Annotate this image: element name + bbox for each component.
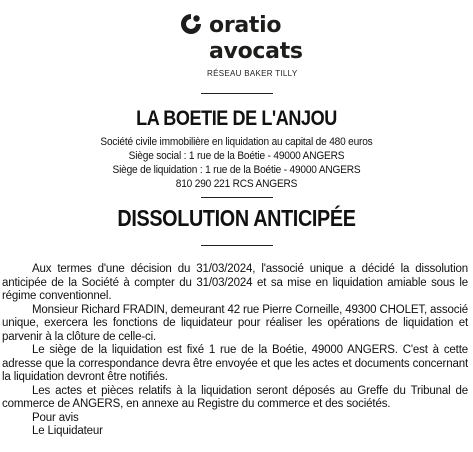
company-detail-liquidation-office: Siège de liquidation : 1 rue de la Boétie - 49000 ANGERS <box>112 164 361 176</box>
logo-text-oratio: oratio <box>209 13 282 38</box>
notice-title: DISSOLUTION ANTICIPÉE <box>117 205 356 231</box>
oratio-logo-mark-icon <box>179 12 203 36</box>
divider-middle <box>201 197 273 198</box>
company-details <box>0 135 473 191</box>
paragraph-dissolution-decision: Aux termes d'une décision du 31/03/2024, l'associé unique a décidé la dissolution anticipée de la Société à compter du 31/03/2024 et sa mise en liquidation amiable sous le régime conventionnel. <box>2 263 468 302</box>
logo-network-label: RÉSEAU BAKER TILLY <box>207 69 298 78</box>
paragraph-liquidator-appointment: Monsieur Richard FRADIN, demeurant 42 rue Pierre Corneille, 49300 CHOLET, associé unique, exercera les fonctions de liquidateur pour réaliser les opérations de liquidation et parvenir à la clôture de celle-ci. <box>2 303 468 343</box>
divider-top <box>201 93 273 94</box>
paragraph-filing: Les actes et pièces relatifs à la liquidation seront déposés au Greffe du Tribunal de commerce de ANGERS, en annexe au Registre du commerce et des sociétés. <box>2 384 468 410</box>
company-detail-head-office: Siège social : 1 rue de la Boétie - 49000 ANGERS <box>128 150 345 162</box>
oratio-avocats-logo <box>179 11 319 81</box>
company-name-heading: LA BOETIE DE L'ANJOU <box>136 107 337 130</box>
closing-pour-avis: Pour avis <box>32 411 79 424</box>
divider-bottom <box>201 245 273 246</box>
company-detail-rcs: 810 290 221 RCS ANGERS <box>175 178 298 190</box>
company-detail-capital: Société civile immobilière en liquidation au capital de 480 euros <box>100 136 373 148</box>
paragraph-liquidation-seat: Le siège de la liquidation est fixé 1 rue de la Boétie, 49000 ANGERS. C'est à cette adresse que la correspondance devra être envoyée et que les actes et documents concernant la liquidation devront être notifiés. <box>2 344 468 383</box>
logo-text-avocats: avocats <box>209 39 303 64</box>
notice-body <box>2 263 468 439</box>
closing-signatory: Le Liquidateur <box>32 425 103 437</box>
